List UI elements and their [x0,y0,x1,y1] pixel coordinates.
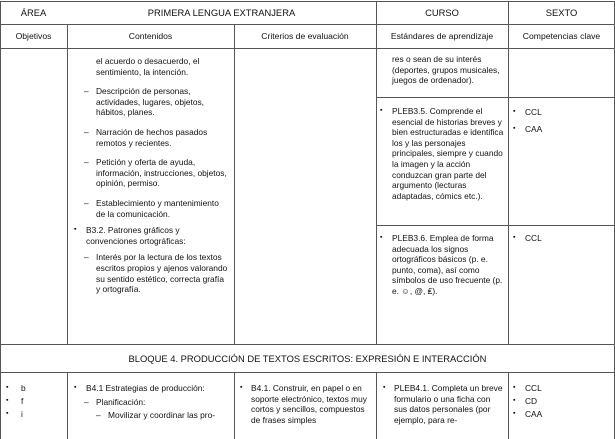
header-subject: PRIMERA LENGUA EXTRANJERA [147,7,296,18]
dash-marker: – [84,157,89,168]
list-item [74,252,230,294]
standard-item [380,233,505,297]
col-divider [67,24,68,344]
competences-list [513,233,609,246]
objective-item [6,396,64,407]
competence-item [513,396,609,407]
col-competences: Competencias clave [522,31,601,41]
dash-marker: – [84,252,89,263]
dash-marker: – [84,86,89,97]
square-bullet-icon: ▪ [240,384,243,391]
competence-item [513,383,609,394]
list-item-text: Narración de hechos pasados remotos y recientes. [96,126,208,148]
square-bullet-icon: ▪ [380,107,383,114]
block-divider-top [0,344,615,345]
competence-label: CD [525,396,538,407]
subheader-divider [0,48,615,49]
block-divider-bottom [0,372,615,373]
list-item [74,157,230,189]
list-item [74,127,230,148]
standard-cell [383,383,505,434]
header-course: CURSO [425,7,459,18]
criteria-cell [240,383,373,434]
list-item [74,86,230,118]
competences-list [513,107,609,137]
standard-item [383,383,505,425]
standard-item [380,106,505,201]
square-bullet-icon: ▪ [513,384,516,391]
square-bullet-icon: ▪ [6,397,9,405]
square-bullet-icon: ▪ [380,234,383,241]
competence-item [513,107,609,118]
objective-label: b [21,383,26,393]
objective-item [6,409,64,420]
list-item-text: Petición y oferta de ayuda, información, instrucciones, objetos, opinión, permiso. [96,157,227,189]
col-objectives: Objetivos [15,31,52,41]
competence-item [513,124,609,135]
square-bullet-icon: ▪ [6,410,9,418]
row-divider [376,225,615,226]
objective-item [6,383,64,394]
competence-item [513,409,609,420]
competence-item [513,233,609,244]
list-item-text: Descripción de personas, actividades, lugares, objetos, hábitos, planes. [96,86,205,118]
contents-cell [74,56,230,304]
standard-text: PLEB4.1. Completa un breve formulario o una ficha con sus datos personales (por ejemplo, para re- [394,383,503,425]
col-divider [376,1,377,344]
col-standards: Estándares de aprendizaje [390,31,494,41]
list-item-text: Establecimiento y mantenimiento de la comunicación. [96,197,219,219]
col-divider [234,24,235,344]
square-bullet-icon: ▪ [513,108,516,115]
standard-cell [380,106,505,210]
dash-marker: – [84,197,89,208]
standard-cell [384,54,505,86]
row-divider [376,97,615,98]
standard-text: res o sean de su interés (deportes, grupos musicales, juegos de ordenador). [392,54,500,86]
list-item [74,397,230,408]
square-bullet-icon: ▪ [74,226,77,234]
list-item-text: Planificación: [96,396,146,407]
square-bullet-icon: ▪ [513,397,516,405]
competence-label: CCL [525,107,542,117]
table-border-left [0,1,1,439]
square-bullet-icon: ▪ [74,384,77,391]
header-area: ÁREA [20,7,47,18]
competence-label: CCL [525,383,542,393]
col-contents: Contenidos [128,31,173,41]
block-title: BLOQUE 4. PRODUCCIÓN DE TEXTOS ESCRITOS: EXPRESIÓN E INTERACCIÓN [128,353,487,364]
competence-label: CAA [525,123,543,134]
header-divider [0,24,615,25]
content-heading-text: B4.1 Estrategias de producción: [86,383,205,393]
square-bullet-icon: ▪ [6,384,9,391]
competences-list [513,383,609,423]
col-criteria: Criterios de evaluación [261,31,349,41]
table-border-top [0,1,615,2]
square-bullet-icon: ▪ [513,410,516,418]
standard-cell [380,233,505,306]
list-item-text: Interés por la lectura de los textos escritos propios y ajenos valorando su sentido estético, correcta grafía y ortografía. [96,252,228,295]
criterion-text: B4.1. Construir, en papel o en soporte electrónico, textos muy cortos y sencillos, compuestos de frases simples [251,383,367,425]
header-level: SEXTO [545,7,578,18]
list-item [74,410,230,421]
objective-label: i [21,409,23,420]
col-divider [508,372,509,439]
col-divider [508,1,509,344]
dash-marker: – [84,396,89,407]
square-bullet-icon: ▪ [513,234,516,241]
objectives-list [6,383,64,423]
list-item [74,198,230,219]
dash-marker: – [84,126,89,137]
standard-text: PLEB3.6. Emplea de forma adecuada los signos ortográficos básicos (p. e. punto, coma), así como símbolos de uso frecuente (p. e. ☺, @, ₤). [392,233,503,296]
list-item-text: Movilizar y coordinar las pro- [108,410,216,421]
objective-label: f [21,396,24,407]
criterion-item [240,383,373,425]
content-heading-text: B3.2. Patrones gráficos y convenciones ortográficas: [86,225,186,246]
standard-text: PLEB3.5. Comprende el esencial de historias breves y bien estructuradas e identifica los y las personajes principales, siempre y cuando la imagen y la acción conduzcan gran parte del argumento (lecturas adaptadas, cómics etc.). [392,106,504,201]
col-divider [376,372,377,439]
col-divider [67,372,68,439]
dash-marker: – [96,410,101,421]
contents-intro: el acuerdo o desacuerdo, el sentimiento, la intención. [96,56,200,77]
content-heading-b41 [74,383,230,394]
content-heading-b32 [74,225,230,246]
square-bullet-icon: ▪ [383,384,386,391]
competence-label: CAA [525,409,543,420]
competence-label: CCL [525,233,542,243]
contents-cell [74,383,230,421]
col-divider [234,372,235,439]
square-bullet-icon: ▪ [513,124,516,132]
